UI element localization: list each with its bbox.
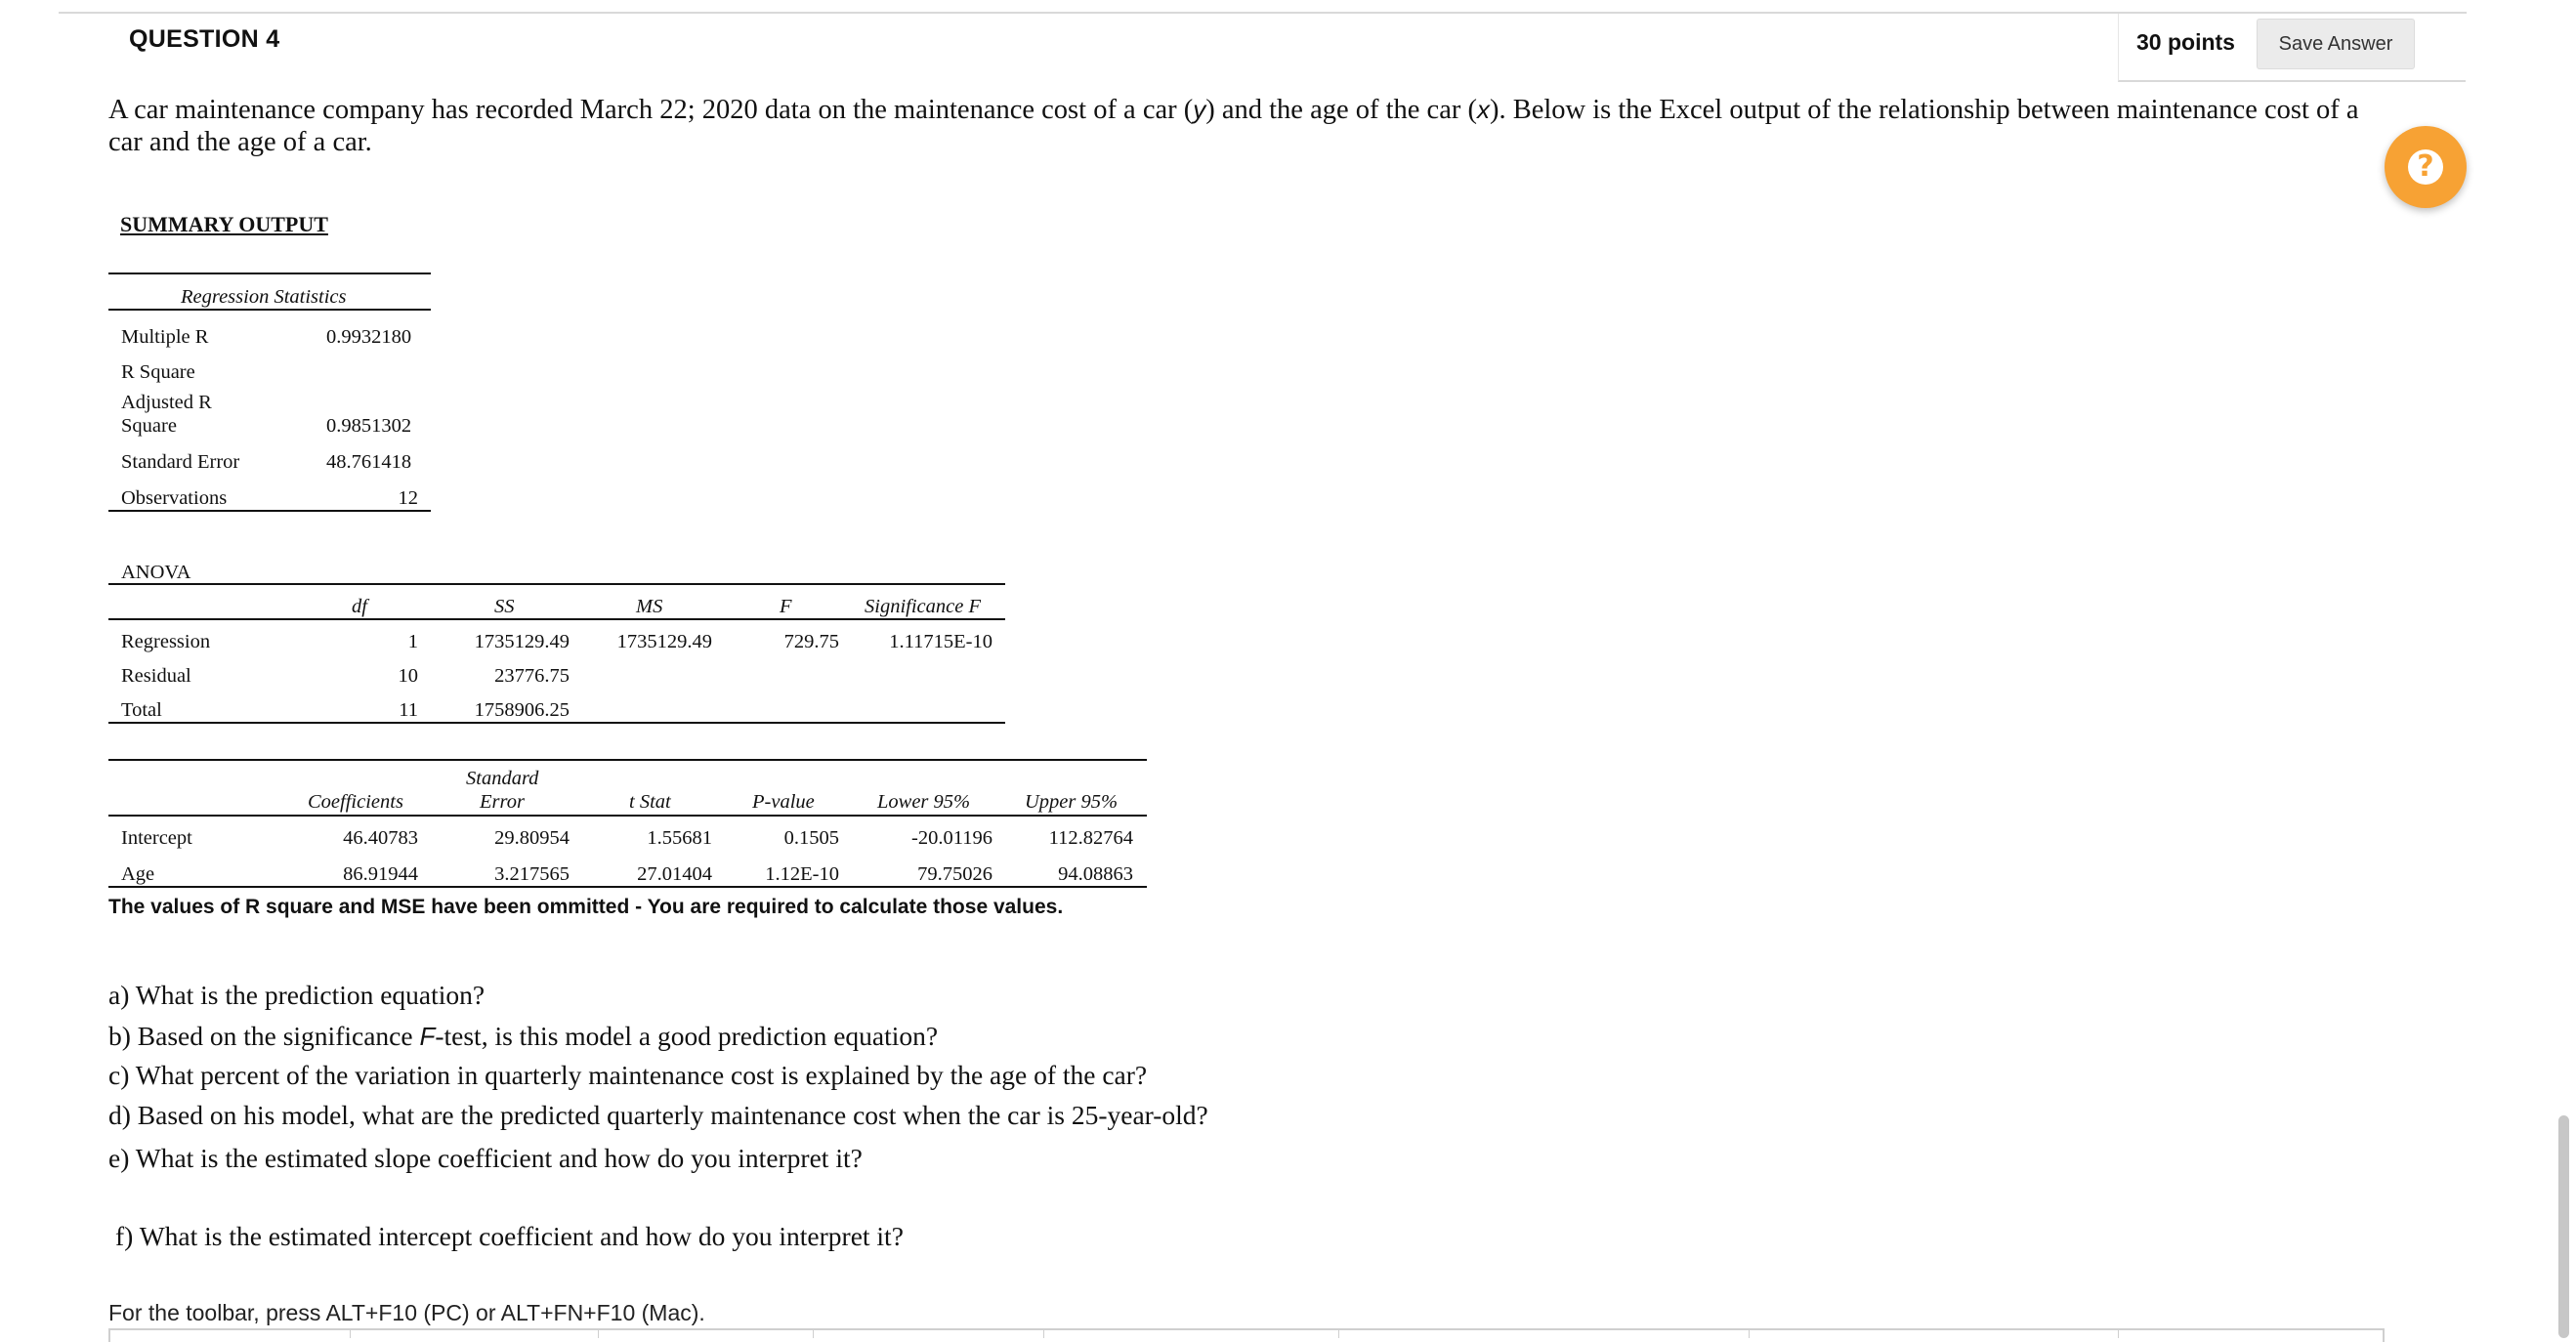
editor-toolbar-divider <box>2118 1328 2119 1338</box>
std-error-label: Standard Error <box>121 451 240 473</box>
answer-editor[interactable] <box>108 1328 2385 1342</box>
adjusted-r-value: 0.9851302 <box>326 415 412 437</box>
r-square-label: R Square <box>121 361 195 383</box>
table-rule <box>108 510 431 512</box>
editor-toolbar-divider <box>598 1328 599 1338</box>
coef-header-p: P-value <box>752 791 815 813</box>
table-rule <box>108 722 1005 724</box>
part-c: c) What percent of the variation in quarterly maintenance cost is explained by the age of the car? <box>108 1060 1148 1090</box>
coef-header-se-1: Standard <box>466 768 539 789</box>
editor-toolbar-divider <box>1338 1328 1339 1338</box>
table-rule <box>108 759 1147 761</box>
table-rule <box>108 815 1147 817</box>
multiple-r-value: 0.9932180 <box>326 326 412 348</box>
top-divider <box>59 12 2467 14</box>
page-scrollbar[interactable] <box>2558 1115 2569 1338</box>
part-e: e) What is the estimated slope coefficient and how do you interpret it? <box>108 1143 863 1173</box>
table-rule <box>108 618 1005 620</box>
points-label: 30 points <box>2136 29 2235 55</box>
table-rule <box>108 583 1005 585</box>
table-rule <box>108 886 1147 888</box>
anova-title: ANOVA <box>121 562 191 583</box>
omitted-values-note: The values of R square and MSE have been ommitted - You are required to calculate those values. <box>108 896 1064 918</box>
table-rule <box>108 309 431 311</box>
part-d: d) Based on his model, what are the predicted quarterly maintenance cost when the car is 25-year-old? <box>108 1100 1208 1130</box>
question-page: QUESTION 4 30 points Save Answer ? A car maintenance company has recorded March 22; 2020 data on the maintenance cost of a car (y) and the age of the car (x). Below is the Excel output of the relationship between maintenance cost of a car and the age of a car. SUMMARY OUTPUT Regression Statistics Multiple R 0.9932180 R Square Adjusted R Square 0.9851302 Standard Error 48.761418 Observations 12 ANOVA df SS MS F Significance F Regression 1 1735129.49 1735129.49 729.75 1.11715E-10 Residual 10 23776.75 Total 11 1758906.25 Coefficients Standard Error t Stat P-value Lower 95% Upper 95% Intercept 46.40783 29.80954 1.55681 0.1505 -20.01196 112.82764 Age 86.91944 3.217565 27.01404 1.12E-10 79.75026 94.08863 The values of R square and MSE have been ommitted - You are required to calculate those values. a) What is the prediction equation? b) Based on the significance F-test, is this model a good prediction equation? c) What percent of the variation in quarterly maintenance cost is explained by the age of the car? d) Based on his model, what are the predicted quarterly maintenance cost when the car is 25-year-old? e) What is the estimated slope coefficient and how do you interpret it? f) What is the estimated intercept coefficient and how do you interpret it? For the toolbar, press ALT+F10 (PC) or ALT+FN+F10 (Mac). <box>0 0 2576 1338</box>
summary-output-title: SUMMARY OUTPUT <box>120 212 328 236</box>
table-rule <box>108 273 431 274</box>
question-intro: A car maintenance company has recorded March 22; 2020 data on the maintenance cost of a car (y) and the age of the car (x). Below is the Excel output of the relationship between maintenance cost of a car and the age of a car. <box>108 95 2359 157</box>
multiple-r-label: Multiple R <box>121 326 209 348</box>
coef-header-coefficients: Coefficients <box>308 791 403 813</box>
coef-header-upper: Upper 95% <box>1025 791 1119 813</box>
observations-value: 12 <box>398 487 418 509</box>
regression-statistics-title: Regression Statistics <box>181 286 347 308</box>
std-error-value: 48.761418 <box>326 451 412 473</box>
editor-toolbar-divider <box>1749 1328 1750 1338</box>
anova-header-ss: SS <box>494 596 515 617</box>
anova-header-sig: Significance F <box>865 596 981 617</box>
coef-header-t: t Stat <box>629 791 671 813</box>
editor-toolbar-divider <box>350 1328 351 1338</box>
observations-label: Observations <box>121 487 228 509</box>
editor-toolbar-divider <box>813 1328 814 1338</box>
part-a: a) What is the prediction equation? <box>108 980 486 1010</box>
question-title: QUESTION 4 <box>129 25 280 53</box>
coef-header-lower: Lower 95% <box>877 791 971 813</box>
anova-header-df: df <box>352 596 367 617</box>
adjusted-r-label-1: Adjusted R <box>121 392 212 413</box>
anova-header-ms: MS <box>636 596 663 617</box>
save-answer-button[interactable]: Save Answer <box>2257 19 2415 69</box>
coef-header-se-2: Error <box>480 791 525 813</box>
adjusted-r-label-2: Square <box>121 415 177 437</box>
question-mark-icon: ? <box>2408 149 2443 185</box>
help-button[interactable] <box>2385 126 2467 208</box>
part-f: f) What is the estimated intercept coefficient and how do you interpret it? <box>115 1221 904 1251</box>
editor-toolbar-divider <box>1043 1328 1044 1338</box>
toolbar-hint: For the toolbar, press ALT+F10 (PC) or ALT+FN+F10 (Mac). <box>108 1300 705 1325</box>
anova-header-f: F <box>780 596 792 617</box>
part-b: b) Based on the significance F-test, is this model a good prediction equation? <box>108 1021 939 1051</box>
